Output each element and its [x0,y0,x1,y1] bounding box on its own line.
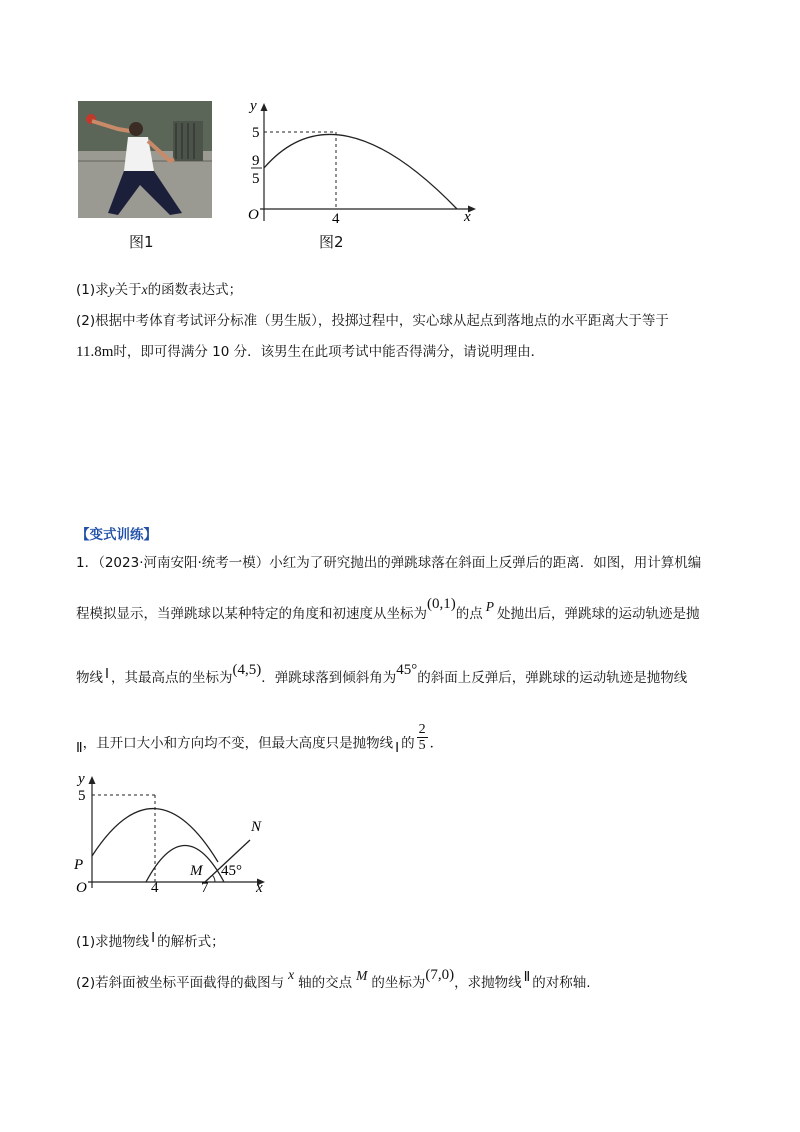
figure2-label-x: x [464,209,471,225]
figure3-label-5: 5 [78,788,86,804]
question-1: (1)求y关于x的函数表达式； [76,282,243,298]
figure2-parabola [264,134,457,209]
problem1-line4: Ⅱ，且开口大小和方向均不变，但最大高度只是抛物线 Ⅰ 的 $\frac{2}{5}$ ． [76,722,444,755]
figure2-caption: 图2 [319,233,344,251]
figure2-graph [240,95,490,235]
figure3-y-arrow [89,776,96,784]
figure2-label-5-den: 5 [252,171,260,187]
section-heading: 【变式训练】 [76,527,157,543]
athlete-throwing-photo [78,101,212,218]
problem1-line2: 程模拟显示，当弹跳球以某种特定的角度和初速度从坐标为(0,1)的点 P 处抛出后，弹跳球的运动轨迹是抛 [76,596,700,622]
problem1-question-2: (2)若斜面被坐标平面截得的截图与x轴的交点 M 的坐标为(7,0)，求抛物线 Ⅱ 的对称轴. [76,967,591,991]
problem1-question-1: (1)求抛物线 Ⅰ 的解析式； [76,930,225,950]
parabola-2 [146,846,224,883]
figure2-y-arrow [261,103,268,111]
figure3-label-y: y [78,771,85,787]
figure3-label-x: x [256,880,263,896]
figure3-label-p: P [74,857,84,873]
parabola-1 [92,809,218,862]
figure2-label-y: y [250,98,257,114]
problem1-line1: 1．（2023·河南安阳·统考一模）小红为了研究抛出的弹跳球落在斜面上反弹后的距离．如图，用计算机编 [76,555,702,571]
figure1-photo [78,101,212,218]
figure3-label-origin: O [76,880,87,896]
figure1-caption: 图1 [129,233,154,251]
figure3-label-m: M [190,863,203,879]
figure2-label-origin: O [248,207,259,223]
figure2-label-5: 5 [252,125,260,141]
figure3-label-4: 4 [151,880,159,896]
figure2-label-9: 9 [252,153,260,169]
figure3-label-n: N [251,819,262,835]
problem1-line3: 物线 Ⅰ ，其最高点的坐标为(4,5)．弹跳球落到倾斜角为45°的斜面上反弹后，弹跳球的运动轨迹是抛物线 [76,662,688,686]
figure2-label-4: 4 [332,211,340,227]
figure3-label-angle: 45° [221,863,242,879]
question-2-line2: 11.8m时，即可得满分 10 分．该男生在此项考试中能否得满分，请说明理由． [76,344,545,360]
figure3-graph [68,768,288,903]
question-2-line1: (2)根据中考体育考试评分标准（男生版），投掷过程中，实心球从起点到落地点的水平距离大于等于 [76,313,669,329]
figure3-label-7: 7 [201,880,209,896]
fraction-two-fifths: $\frac{2}{5}$ [418,722,426,753]
angle-arc [212,875,215,882]
